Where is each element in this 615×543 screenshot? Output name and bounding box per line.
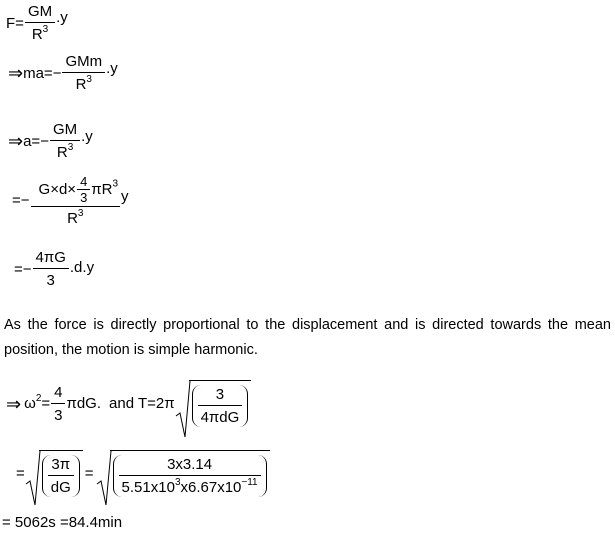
- explanation-paragraph: As the force is directly proportional to the displacement and is directed towards the mean position, the motion is simple harmonic.: [4, 317, 611, 358]
- period-root-denominator: 4πdG: [200, 409, 240, 426]
- radical-sign-icon: [175, 380, 191, 438]
- radical-sign-icon: [96, 450, 112, 506]
- eq7-equals-2: =: [84, 465, 94, 482]
- equation-omega-period: [6, 380, 251, 427]
- root2-denominator: $5.51x10^3x6.67x10^{-11}$: [121, 477, 258, 496]
- root1-denominator: dG: [50, 479, 71, 496]
- eq2-lhs: ma=−: [23, 64, 62, 82]
- eq1-denominator: $R^3$: [31, 24, 49, 43]
- equation-substitution: [12, 175, 129, 226]
- eq3-numerator: GM: [50, 122, 80, 141]
- period-root-fraction: [198, 387, 243, 425]
- eq1-tail: .y: [56, 8, 68, 26]
- eq5-tail: .d.y: [69, 258, 95, 276]
- period-root: [175, 380, 252, 427]
- eq5-denominator: 3: [46, 272, 55, 289]
- eq5-lhs: =−: [14, 260, 32, 278]
- root1-fraction: [48, 457, 74, 495]
- eq7-equals: =: [16, 465, 25, 482]
- final-answer: = 5062s =84.4min: [2, 514, 123, 531]
- root2-numerator: 3x3.14: [119, 457, 261, 476]
- eq3-denominator: $R^3$: [56, 142, 74, 161]
- eq6-denominator: 3: [54, 406, 63, 424]
- eq2-denominator: $R^3$: [75, 74, 92, 93]
- eq4-fraction: [31, 175, 121, 226]
- eq3-lhs: a=−: [23, 132, 49, 150]
- omega-symbol: $\omega^2$: [24, 393, 42, 412]
- eq6-equals: =: [41, 395, 51, 412]
- eq2-fraction: [62, 54, 105, 92]
- eq1-numerator: GM: [25, 4, 55, 23]
- eq5-fraction: [33, 250, 69, 288]
- eq4-inner-fraction: $\frac{4}{3}$: [77, 175, 90, 204]
- root2-fraction: [119, 457, 261, 495]
- equation-substitute-values: [16, 450, 270, 497]
- implies-arrow: ⇒: [6, 393, 22, 414]
- radical-sign-icon: [25, 450, 41, 506]
- equation-ma: [8, 54, 118, 92]
- equation-acceleration: [8, 122, 93, 160]
- eq6-numerator: 4: [51, 385, 65, 404]
- eq6-tail: πdG.: [66, 395, 102, 412]
- equation-result: [14, 250, 94, 288]
- root1-numerator: 3π: [48, 457, 74, 476]
- eq1-fraction: [25, 4, 55, 42]
- eq6-fraction: [51, 385, 65, 423]
- eq2-numerator: GMm: [62, 54, 105, 73]
- root-3pi: [25, 450, 83, 497]
- eq4-numerator: G×d× $\frac{4}{3}$ $\pi R^3$: [31, 175, 121, 207]
- implies-arrow: ⇒: [8, 131, 24, 151]
- eq1-lhs: F=: [6, 14, 24, 32]
- eq3-fraction: [50, 122, 80, 160]
- eq5-numerator: 4πG: [33, 250, 69, 269]
- root-values: [96, 450, 270, 497]
- eq4-tail: y: [121, 188, 129, 205]
- eq2-tail: .y: [106, 59, 118, 77]
- period-root-numerator: 3: [198, 387, 243, 406]
- equation-force: [6, 4, 68, 42]
- implies-arrow: ⇒: [8, 63, 24, 83]
- eq3-tail: .y: [81, 127, 93, 145]
- eq4-lhs: =−: [12, 192, 30, 209]
- eq6-and-t: and T=2π: [109, 395, 175, 412]
- eq4-denominator: $R^3$: [67, 208, 84, 227]
